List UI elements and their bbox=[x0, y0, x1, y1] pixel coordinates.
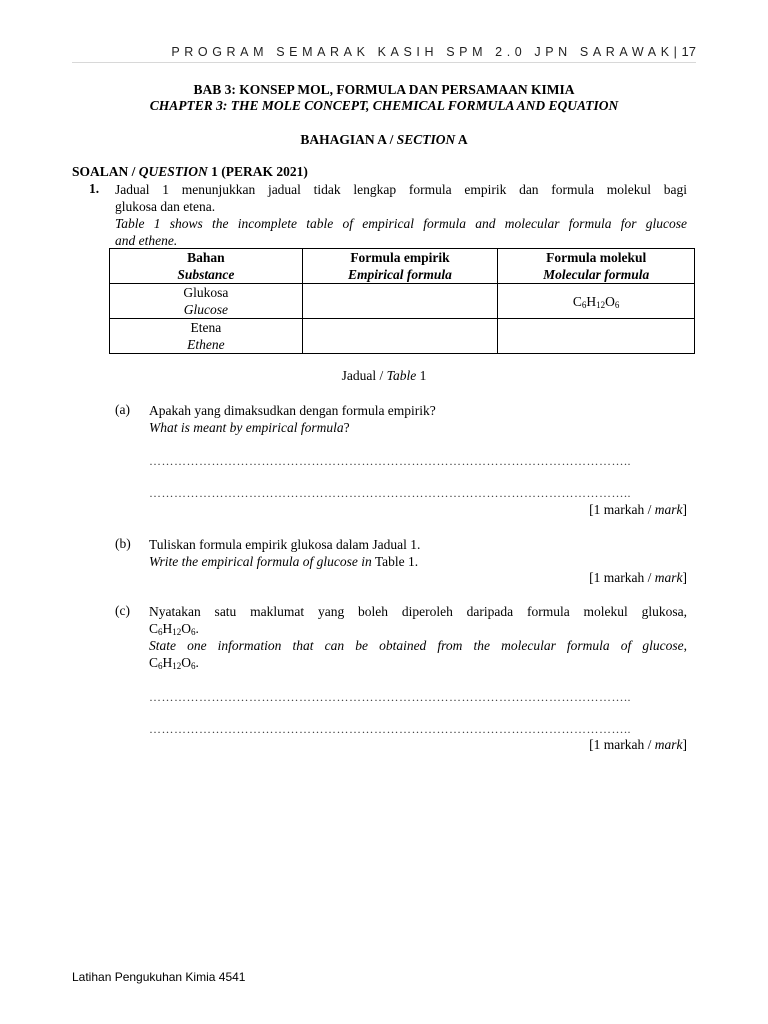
chapter-title-english: CHAPTER 3: THE MOLE CONCEPT, CHEMICAL FORMULA AND EQUATION bbox=[149, 98, 619, 113]
part-c-marks: [1 markah / mark] bbox=[589, 737, 687, 752]
header-substance: Bahan Substance bbox=[110, 249, 303, 284]
part-a-text bbox=[149, 402, 687, 436]
ethene-molecular-cell bbox=[498, 319, 695, 354]
part-b-malay: Tuliskan formula empirik glukosa dalam Jadual 1. bbox=[149, 537, 421, 552]
question-number: 1. bbox=[89, 181, 100, 196]
header-molecular: Formula molekul Molecular formula bbox=[498, 249, 695, 284]
part-a-english: What is meant by empirical formula? bbox=[149, 420, 350, 435]
part-c-formula-1: $C_6H_{12}O_6$. bbox=[149, 621, 199, 637]
intro-malay-line1: Jadual 1 menunjukkan jadual tidak lengkap formula empirik dan formula molekul bagi bbox=[115, 182, 687, 197]
part-c-formula-2: $C_6H_{12}O_6$. bbox=[149, 655, 199, 671]
question-intro bbox=[115, 181, 687, 249]
header-rule bbox=[72, 62, 696, 63]
section-heading bbox=[72, 132, 696, 148]
table-row bbox=[110, 284, 695, 319]
page-number: 17 bbox=[681, 44, 696, 59]
answer-line[interactable]: …………………………………………………………………………………………………….. bbox=[149, 486, 631, 500]
substance-glucose: Glukosa Glucose bbox=[110, 284, 303, 319]
intro-english-line2: and ethene. bbox=[115, 233, 178, 248]
question-heading bbox=[72, 164, 308, 180]
substance-ethene: Etena Ethene bbox=[110, 319, 303, 354]
table-header-row bbox=[110, 249, 695, 284]
intro-english-line1: Table 1 shows the incomplete table of empirical formula and molecular formula for glucose bbox=[115, 216, 687, 231]
question-heading-rest: 1 (PERAK 2021) bbox=[211, 164, 308, 179]
part-a-marks: [1 markah / mark] bbox=[589, 502, 687, 517]
part-b-text bbox=[149, 536, 687, 570]
page-header bbox=[171, 44, 696, 59]
program-name: PROGRAM SEMARAK KASIH SPM 2.0 JPN SARAWAK bbox=[171, 45, 674, 59]
section-letter: A bbox=[457, 132, 468, 147]
glucose-empirical-cell bbox=[302, 284, 498, 319]
part-b-label: (b) bbox=[115, 536, 131, 551]
header-separator: | bbox=[673, 45, 682, 59]
question-heading-english: QUESTION bbox=[138, 164, 208, 179]
ethene-empirical-cell bbox=[302, 319, 498, 354]
question-heading-malay: SOALAN / bbox=[72, 164, 136, 179]
part-a-malay: Apakah yang dimaksudkan dengan formula empirik? bbox=[149, 403, 436, 418]
chapter-title-malay: BAB 3: KONSEP MOL, FORMULA DAN PERSAMAAN KIMIA bbox=[193, 82, 575, 97]
answer-line[interactable]: …………………………………………………………………………………………………….. bbox=[149, 454, 631, 468]
formula-table bbox=[109, 248, 695, 354]
intro-malay-line2: glukosa dan etena. bbox=[115, 199, 216, 214]
glucose-molecular-formula: $C_6H_{12}O_6$ bbox=[498, 284, 695, 319]
part-b-marks: [1 markah / mark] bbox=[589, 570, 687, 585]
section-english: SECTION bbox=[396, 132, 456, 147]
answer-line[interactable]: …………………………………………………………………………………………………….. bbox=[149, 722, 631, 736]
part-c-english: State one information that can be obtained from the molecular formula of glucose, bbox=[149, 638, 687, 653]
part-c-text bbox=[149, 603, 687, 671]
table-row bbox=[110, 319, 695, 354]
table-caption: Jadual / Table 1 bbox=[341, 368, 427, 383]
section-malay: BAHAGIAN A / bbox=[300, 132, 394, 147]
part-b-english: Write the empirical formula of glucose in Table 1. bbox=[149, 554, 419, 569]
part-c-label: (c) bbox=[115, 603, 130, 618]
part-a-label: (a) bbox=[115, 402, 130, 417]
part-c-malay: Nyatakan satu maklumat yang boleh diperoleh daripada formula molekul glukosa, bbox=[149, 604, 687, 619]
page-footer: Latihan Pengukuhan Kimia 4541 bbox=[72, 970, 246, 984]
header-empirical: Formula empirik Empirical formula bbox=[302, 249, 498, 284]
answer-line[interactable]: …………………………………………………………………………………………………….. bbox=[149, 690, 631, 704]
